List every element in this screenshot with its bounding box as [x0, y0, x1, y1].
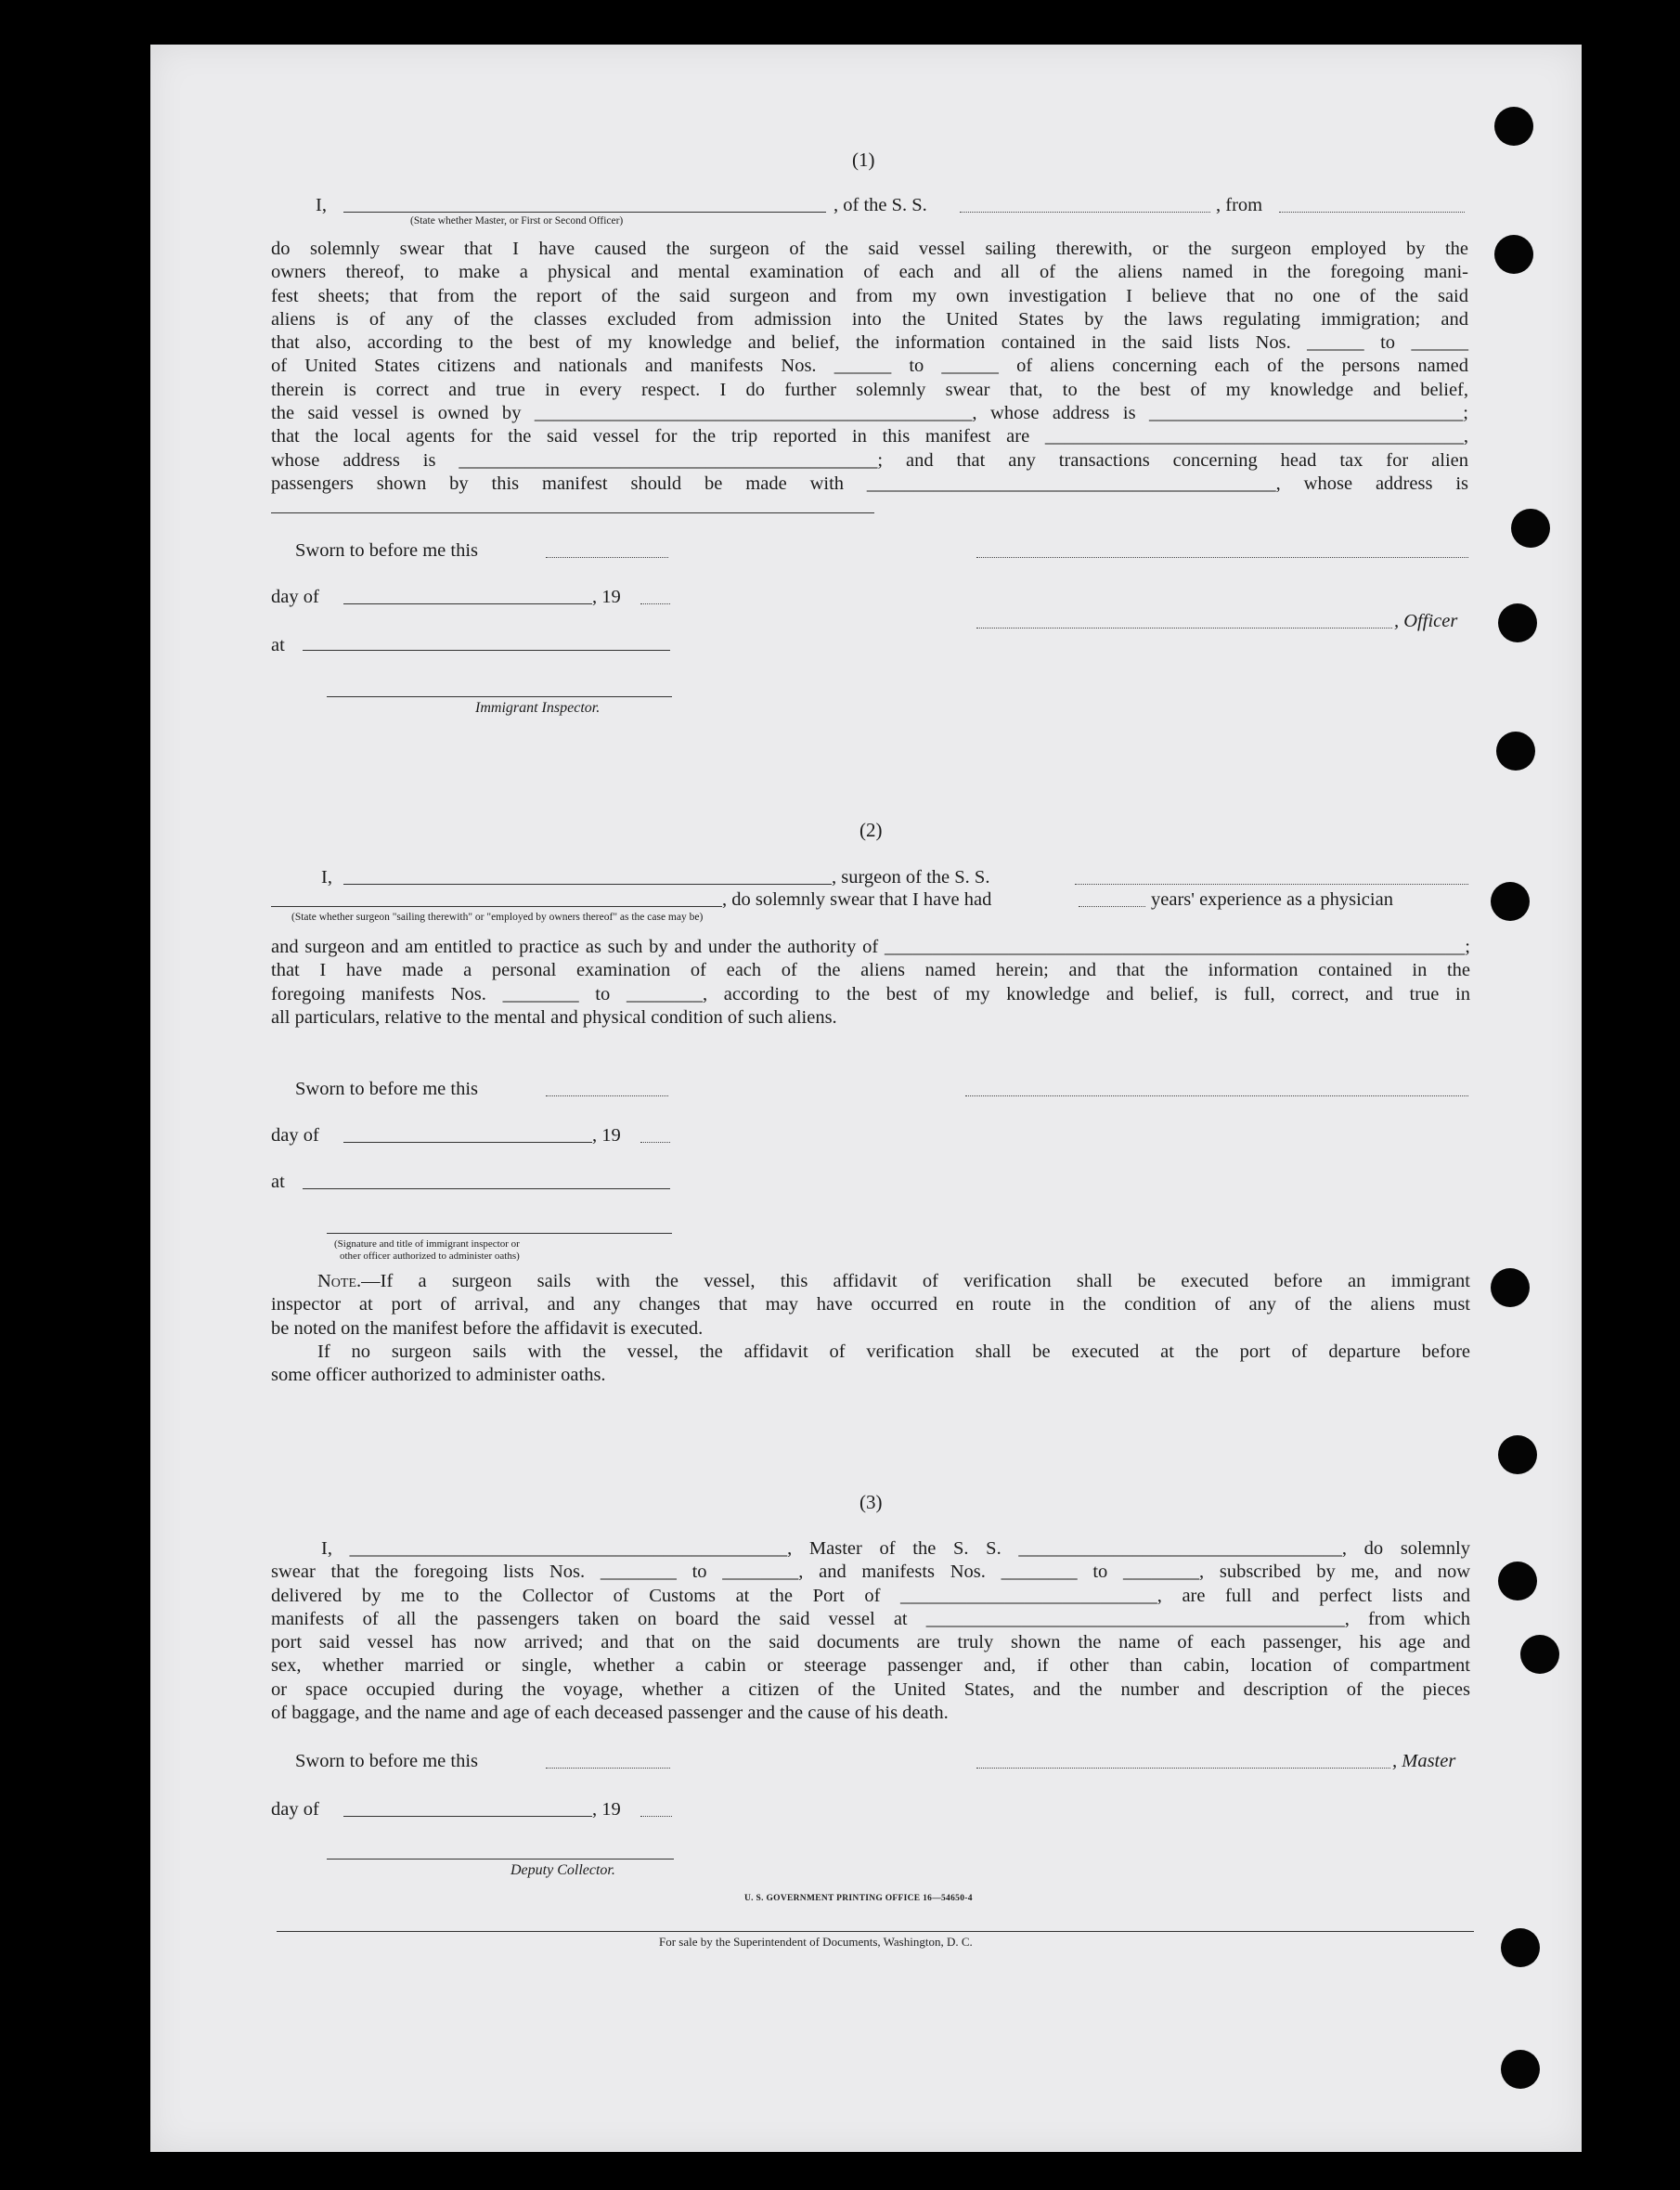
paragraph-line: that the local agents for the said vessel for the trip reported in this manifest are ____________________________________________, [271, 426, 1468, 447]
gpo-imprint: U. S. GOVERNMENT PRINTING OFFICE 16—54650-4 [744, 1894, 973, 1903]
paragraph-line: aliens is of any of the classes excluded from admission into the United States by the laws regulating immigration; and [271, 308, 1468, 330]
do-solemnly-swear-label: , do solemnly swear that I have had [722, 889, 992, 910]
footer-rule [277, 1931, 1474, 1932]
section-2-year-label: , 19 [592, 1125, 621, 1146]
year-blank [640, 603, 670, 604]
note-label: Note. [317, 1271, 362, 1291]
punch-hole [1496, 732, 1535, 771]
paragraph-line: of United States citizens and nationals and manifests Nos. ______ to ______ of aliens concerning each of the persons named [271, 356, 1468, 377]
paragraph-line: do solemnly swear that I have caused the surgeon of the said vessel sailing therewith, or the surgeon employed by the [271, 239, 1468, 259]
from-port-blank [1279, 212, 1465, 213]
section-2-I: I, [321, 867, 332, 888]
inspector-signature-blank [327, 696, 672, 697]
year-blank [640, 1816, 672, 1817]
note-line: If no surgeon sails with the vessel, the affidavit of verification shall be executed at the port of departure before [317, 1341, 1470, 1362]
section-2-day-of-label: day of [271, 1125, 319, 1146]
section-2-paragraph [271, 936, 1470, 1030]
years-blank [1079, 906, 1145, 907]
paragraph-line: the said vessel is owned by ______________________________________________, whose address is _________________________________; [271, 403, 1468, 424]
section-1-I: I, [316, 195, 327, 215]
surgeon-vessel-blank [1075, 884, 1468, 885]
note-line: —If a surgeon sails with the vessel, this affidavit of verification shall be executed before an immigrant [361, 1271, 1470, 1291]
section-2-number: (2) [859, 819, 883, 841]
paragraph-line: whose address is ____________________________________________; and that any transactions concerning head tax for alien [271, 449, 1468, 471]
paragraph-line: that also, according to the best of my knowledge and belief, the information contained in the said lists Nos. ______ to ______ [271, 332, 1468, 354]
surgeon-status-blank [271, 906, 722, 907]
section-1-number: (1) [852, 149, 875, 171]
paragraph-line: of baggage, and the name and age of each deceased passenger and the cause of his death. [271, 1703, 949, 1724]
surgeon-of-ss-label: , surgeon of the S. S. [832, 867, 990, 888]
signature-title-blank [327, 1233, 672, 1234]
paragraph-line: manifests of all the passengers taken on board the said vessel at ____________________________________________, from which [271, 1608, 1470, 1629]
section-1-paragraph [271, 238, 1468, 496]
surgeon-status-caption: (State whether surgeon "sailing therewith" or "employed by owners thereof" as the case may be) [291, 912, 704, 923]
surgeon-name-blank [343, 884, 832, 885]
paragraph-line: therein is correct and true in every respect. I do further solemnly swear that, to the best of my knowledge and belief, [271, 379, 1468, 400]
punch-hole [1520, 1635, 1559, 1674]
paragraph-line: I, ______________________________________________, Master of the S. S. __________________________________, do solemnly [321, 1538, 1470, 1559]
section-2-sworn-label: Sworn to before me this [295, 1079, 478, 1099]
paragraph-line: passengers shown by this manifest should be made with ___________________________________________, whose address is [271, 473, 1468, 494]
day-of-blank [343, 1816, 592, 1817]
sale-notice: For sale by the Superintendent of Documents, Washington, D. C. [659, 1935, 973, 1949]
rank-blank [343, 212, 826, 213]
punch-hole [1494, 235, 1533, 274]
officer-signature-blank-1 [976, 557, 1468, 558]
paragraph-line: fest sheets; that from the report of the said surgeon and from my own investigation I believe that no one of the said [271, 285, 1468, 306]
paragraph-line: delivered by me to the Collector of Customs at the Port of ___________________________, are full and perfect lists and [271, 1585, 1470, 1606]
at-blank [303, 1188, 670, 1189]
surgeon-signature-blank [965, 1095, 1468, 1096]
sworn-day-blank [546, 557, 668, 558]
paragraph-line: and surgeon and am entitled to practice as such by and under the authority of _____________________________________________________________; [271, 937, 1470, 957]
from-label: , from [1216, 195, 1263, 215]
punch-hole [1498, 1435, 1537, 1474]
section-1-year-label: , 19 [592, 587, 621, 607]
signature-caption-2: other officer authorized to administer oaths) [340, 1251, 520, 1262]
punch-hole [1498, 1562, 1537, 1600]
sworn-day-blank [546, 1768, 670, 1769]
master-label: , Master [1392, 1751, 1456, 1771]
vessel-name-blank [960, 212, 1210, 213]
signature-caption-1: (Signature and title of immigrant inspector or [334, 1238, 520, 1250]
punch-hole [1491, 882, 1530, 921]
section-1-at-label: at [271, 635, 285, 655]
address-continuation-blank [271, 512, 874, 513]
note-line: some officer authorized to administer oaths. [271, 1365, 606, 1386]
section-2-at-label: at [271, 1172, 285, 1192]
section-1-day-of-label: day of [271, 587, 319, 607]
paragraph-line: foregoing manifests Nos. ________ to ________, according to the best of my knowledge and belief, is full, correct, and true in [271, 983, 1470, 1004]
note-line: be noted on the manifest before the affidavit is executed. [271, 1317, 704, 1339]
day-of-blank [343, 1142, 592, 1143]
rank-caption: (State whether Master, or First or Second Officer) [410, 215, 624, 227]
paragraph-line: or space occupied during the voyage, whether a citizen of the United States, and the number and description of the pieces [271, 1678, 1470, 1700]
paragraph-line: that I have made a personal examination of each of the aliens named herein; and that the information contained in the [271, 960, 1470, 981]
paragraph-line: sex, whether married or single, whether a cabin or steerage passenger and, if other than cabin, location of compartment [271, 1655, 1470, 1677]
paragraph-line: swear that the foregoing lists Nos. ________ to ________, and manifests Nos. ________ to ________, subscribed by me, and now [271, 1562, 1470, 1583]
deputy-signature-blank [327, 1859, 674, 1860]
day-of-blank [343, 603, 592, 604]
punch-hole [1511, 509, 1550, 548]
sworn-day-blank [546, 1095, 668, 1096]
punch-hole [1494, 107, 1533, 146]
master-signature-blank [976, 1768, 1390, 1769]
punch-hole [1501, 1928, 1540, 1967]
paragraph-line: all particulars, relative to the mental and physical condition of such aliens. [271, 1006, 837, 1028]
year-blank [640, 1142, 670, 1143]
section-3-paragraph [271, 1537, 1470, 1725]
years-experience-label: years' experience as a physician [1151, 889, 1393, 910]
paragraph-line: port said vessel has now arrived; and that on the said documents are truly shown the name of each passenger, his age and [271, 1632, 1470, 1653]
note-line: inspector at port of arrival, and any changes that may have occurred en route in the condition of any of the aliens must [271, 1294, 1470, 1315]
immigrant-inspector-caption: Immigrant Inspector. [475, 700, 601, 716]
punch-hole [1498, 603, 1537, 642]
of-the-ss-label: , of the S. S. [834, 195, 927, 215]
note-paragraph [271, 1270, 1470, 1387]
section-1-sworn-label: Sworn to before me this [295, 540, 478, 561]
section-3-day-of-label: day of [271, 1799, 319, 1820]
punch-hole [1501, 2050, 1540, 2089]
punch-hole [1491, 1268, 1530, 1307]
section-3-sworn-label: Sworn to before me this [295, 1751, 478, 1771]
officer-label: , Officer [1394, 611, 1458, 631]
paragraph-line: owners thereof, to make a physical and mental examination of each and all of the aliens named in the foregoing mani- [271, 262, 1468, 283]
section-3-year-label: , 19 [592, 1799, 621, 1820]
deputy-collector-caption: Deputy Collector. [510, 1862, 615, 1878]
section-3-number: (3) [859, 1491, 883, 1513]
at-blank [303, 650, 670, 651]
